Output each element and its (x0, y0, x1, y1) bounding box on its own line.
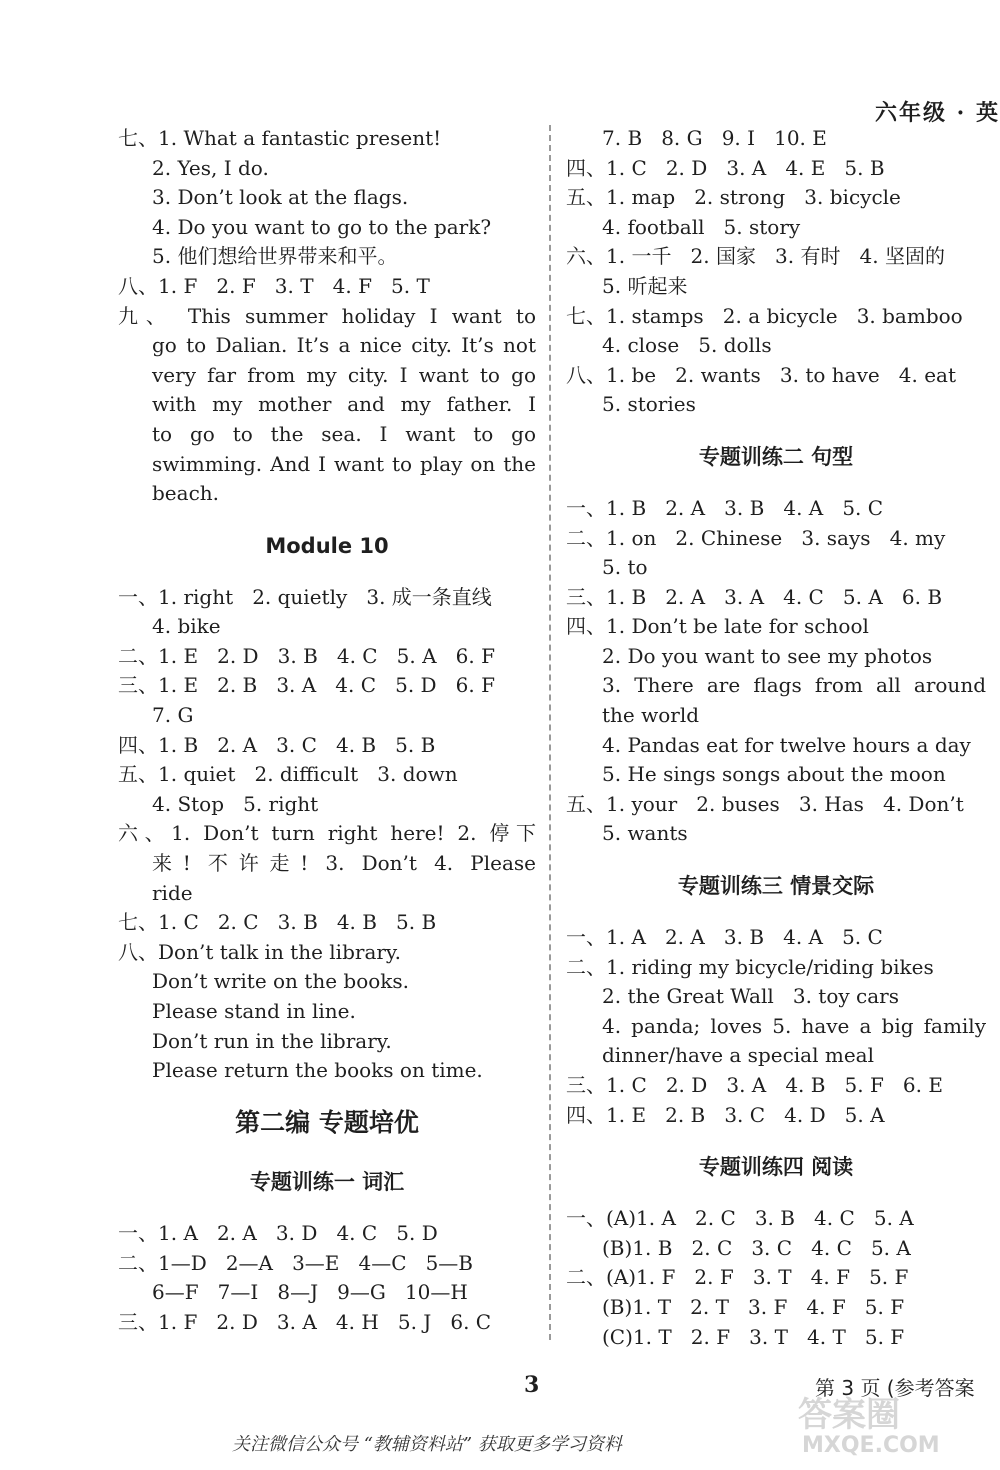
right-answer-line: 四、1. E 2. B 3. C 4. D 5. A (566, 1102, 885, 1127)
right-answer-line: 二、1. on 2. Chinese 3. says 4. my (566, 525, 946, 550)
left-answer-line: 六、1. Don’t turn right here! 2. 停下 (118, 821, 536, 846)
right-answer-line: 四、1. Don’t be late for school (566, 614, 869, 639)
left-answer-line: 七、1. What a fantastic present! (118, 126, 442, 150)
right-answer-line: 一、1. A 2. A 3. B 4. A 5. C (566, 925, 883, 950)
left-column (118, 124, 536, 1337)
left-answer-line: 九、 This summer holiday I want to (118, 303, 536, 328)
right-answer-line: 3. There are flags from all around (602, 673, 986, 698)
right-section-heading: 专题训练四 阅读 (698, 1154, 854, 1179)
left-answer-line: 2. Yes, I do. (152, 155, 269, 180)
left-spacer (118, 1086, 536, 1101)
left-answer-line: ride (152, 880, 193, 905)
right-answer-line: (B)1. B 2. C 3. C 4. C 5. A (602, 1235, 911, 1260)
right-spacer (566, 479, 986, 494)
right-answer-line: 四、1. C 2. D 3. A 4. E 5. B (566, 155, 885, 180)
left-section-heading: 专题训练一 词汇 (249, 1169, 405, 1194)
left-answer-line: 五、1. quiet 2. difficult 3. down (118, 762, 458, 787)
right-spacer (566, 1189, 986, 1204)
right-answer-line: dinner/have a special meal (602, 1043, 874, 1068)
left-answer-line: 三、1. E 2. B 3. A 4. C 5. D 6. F (118, 673, 495, 698)
right-answer-line: 7. B 8. G 9. I 10. E (602, 126, 827, 150)
right-answer-line: 六、1. 一千 2. 国家 3. 有时 4. 坚固的 (566, 244, 945, 269)
left-answer-line: 5. 他们想给世界带来和平。 (152, 244, 398, 269)
grade-header: 六年级 · 英 (875, 100, 1000, 126)
right-column (566, 124, 986, 1352)
right-answer-line: (C)1. T 2. F 3. T 4. T 5. F (602, 1324, 905, 1349)
left-answer-line: beach. (152, 481, 220, 506)
svg-text:MXQE.COM: MXQE.COM (802, 1433, 940, 1458)
right-answer-line: 5. wants (602, 821, 688, 846)
right-answer-line: 一、(A)1. A 2. C 3. B 4. C 5. A (566, 1206, 914, 1231)
right-answer-line: 5. stories (602, 392, 696, 417)
left-answer-line: to go to the sea. I want to go (152, 421, 536, 446)
watermark-svg (792, 1388, 982, 1458)
right-answer-line: 二、(A)1. F 2. F 3. T 4. F 5. F (566, 1265, 909, 1290)
left-answer-line: 一、1. A 2. A 3. D 4. C 5. D (118, 1220, 438, 1245)
left-answer-line: Please stand in line. (152, 999, 356, 1024)
right-answer-line: 七、1. stamps 2. a bicycle 3. bamboo (566, 303, 963, 328)
left-spacer (118, 568, 536, 583)
column-divider (549, 125, 551, 1340)
left-answer-line: 一、1. right 2. quietly 3. 成一条直线 (118, 584, 492, 609)
right-answer-line: 五、1. your 2. buses 3. Has 4. Don’t (566, 791, 964, 816)
left-answer-line: Don’t write on the books. (152, 969, 410, 994)
page-label: 第 3 页 (参考答案 (815, 1376, 975, 1400)
right-spacer (566, 849, 986, 864)
right-spacer (566, 1130, 986, 1145)
right-answer-line: 5. He sings songs about the moon (602, 762, 946, 787)
left-answer-line: 来! 不许走! 3. Don’t 4. Please (152, 851, 536, 876)
right-answer-line: 八、1. be 2. wants 3. to have 4. eat (566, 362, 957, 387)
left-spacer (118, 1145, 536, 1160)
right-answer-line: 4. close 5. dolls (602, 333, 772, 358)
left-section-heading: Module 10 (265, 533, 389, 558)
page-number: 3 (524, 1372, 540, 1398)
left-answer-line: Please return the books on time. (152, 1058, 483, 1083)
right-answer-line: 4. Pandas eat for twelve hours a day (602, 732, 971, 757)
right-answer-line: 5. 听起来 (602, 273, 688, 298)
left-spacer (118, 1204, 536, 1219)
left-answer-line: go to Dalian. It’s a nice city. It’s not (152, 333, 536, 358)
right-answer-line: 三、1. C 2. D 3. A 4. B 5. F 6. E (566, 1073, 943, 1097)
left-answer-line: swimming. And I want to play on the (152, 451, 536, 476)
left-answer-line: 二、1. E 2. D 3. B 4. C 5. A 6. F (118, 643, 495, 668)
left-answer-line: 七、1. C 2. C 3. B 4. B 5. B (118, 910, 437, 935)
right-answer-line: the world (602, 703, 700, 728)
left-answer-line: 7. G (152, 703, 194, 728)
left-answer-line: very far from my city. I want to go (152, 362, 536, 387)
left-spacer (118, 509, 536, 524)
left-answer-line: 三、1. F 2. D 3. A 4. H 5. J 6. C (118, 1309, 492, 1334)
right-section-heading: 专题训练二 句型 (698, 444, 854, 469)
right-section-heading: 专题训练三 情景交际 (677, 873, 875, 898)
right-answer-line: 二、1. riding my bicycle/riding bikes (566, 954, 934, 979)
left-answer-line: 6—F 7—I 8—J 9—G 10—H (152, 1280, 468, 1305)
left-answer-line: Don’t run in the library. (152, 1028, 392, 1053)
right-answer-line: 4. football 5. story (602, 214, 801, 239)
watermark-logo (792, 1388, 982, 1458)
left-answer-line: with my mother and my father. I (152, 392, 536, 417)
left-answer-line: 3. Don’t look at the flags. (152, 185, 409, 210)
left-answer-line: 四、1. B 2. A 3. C 4. B 5. B (118, 732, 436, 757)
footer-note: 关注微信公众号 “教辅资料站” 获取更多学习资料 (232, 1434, 622, 1455)
right-spacer (566, 908, 986, 923)
left-answer-line: 八、1. F 2. F 3. T 4. F 5. T (118, 273, 430, 298)
left-answer-line: 4. Stop 5. right (152, 791, 319, 816)
right-answer-line: 三、1. B 2. A 3. A 4. C 5. A 6. B (566, 584, 943, 609)
right-answer-line: 2. the Great Wall 3. toy cars (602, 984, 899, 1009)
left-section-heading: 第二编 专题培优 (235, 1107, 419, 1137)
left-answer-line: 4. bike (152, 614, 221, 639)
right-answer-line: 2. Do you want to see my photos (602, 643, 933, 668)
left-answer-line: 4. Do you want to go to the park? (152, 214, 492, 239)
right-answer-line: 5. to (602, 555, 648, 580)
left-answer-line: 二、1—D 2—A 3—E 4—C 5—B (118, 1250, 473, 1275)
right-answer-line: (B)1. T 2. T 3. F 4. F 5. F (602, 1294, 905, 1319)
right-spacer (566, 420, 986, 435)
right-answer-line: 4. panda; loves 5. have a big family (602, 1013, 986, 1038)
right-answer-line: 五、1. map 2. strong 3. bicycle (566, 185, 901, 210)
left-answer-line: 八、Don’t talk in the library. (118, 939, 401, 964)
svg-text:答案圈: 答案圈 (798, 1395, 900, 1435)
right-answer-line: 一、1. B 2. A 3. B 4. A 5. C (566, 495, 884, 520)
